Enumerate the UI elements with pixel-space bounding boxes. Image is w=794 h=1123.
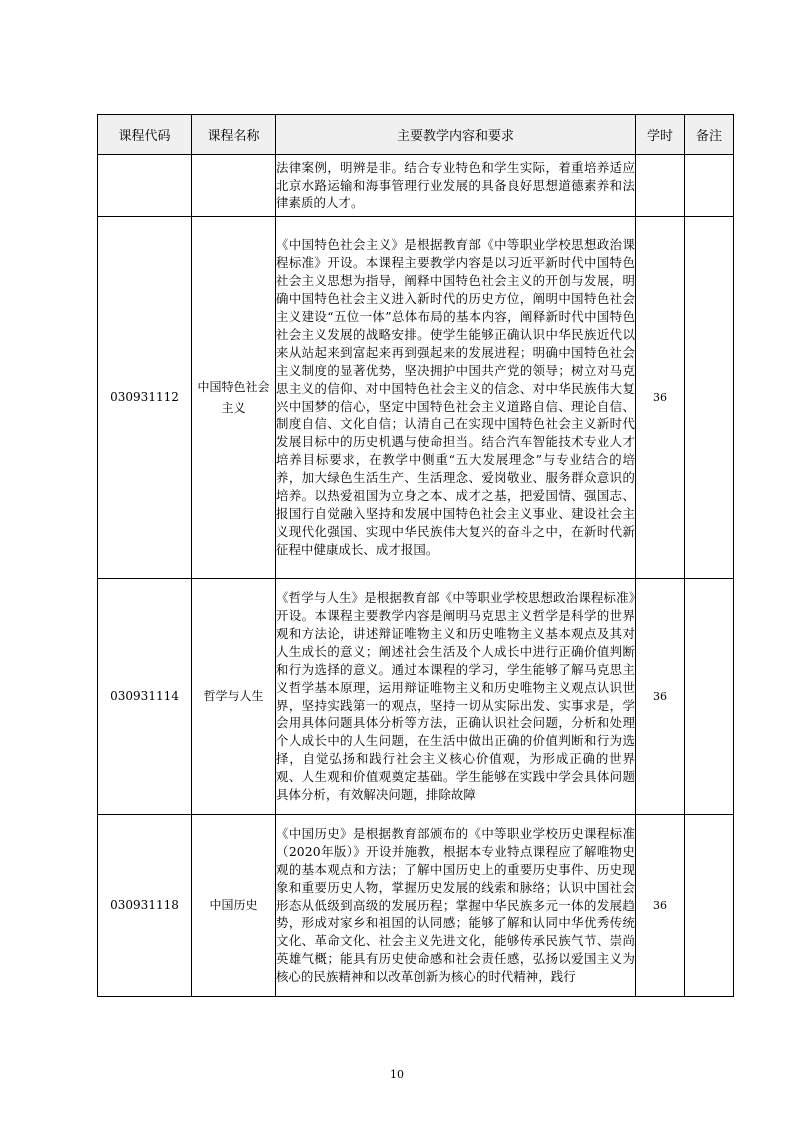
course-note <box>685 815 734 997</box>
course-name: 中国历史 <box>192 815 276 997</box>
course-code: 030931118 <box>98 815 192 997</box>
course-hours: 36 <box>636 815 685 997</box>
course-note <box>685 579 734 815</box>
header-note: 备注 <box>685 115 734 155</box>
course-code <box>98 155 192 217</box>
course-code: 030931114 <box>98 579 192 815</box>
header-row <box>98 115 734 155</box>
course-content: 《中国历史》是根据教育部颁布的《中等职业学校历史课程标准（2020年版）》开设并施教，根据本专业特点课程应了解唯物史观的基本观点和方法；了解中国历史上的重要历史事件、历史现象和重要历史人物，掌握历史发展的线索和脉络；认识中国社会形态从低级到高级的发展历程；掌握中华民族多元一体的发展趋势，形成对家乡和祖国的认同感；能够了解和认同中华优秀传统文化、革命文化、社会主义先进文化，能够传承民族气节、崇尚英雄气概；能具有历史使命感和社会责任感，弘扬以爱国主义为核心的民族精神和以改革创新为核心的时代精神，践行 <box>276 815 636 997</box>
course-note <box>685 155 734 217</box>
course-hours: 36 <box>636 217 685 579</box>
course-content: 法律案例，明辨是非。结合专业特色和学生实际，着重培养适应北京水路运输和海事管理行业发展的具备良好思想道德素养和法律素质的人才。 <box>276 155 636 217</box>
header-content: 主要教学内容和要求 <box>276 115 636 155</box>
table-row <box>98 815 734 997</box>
course-content: 《中国特色社会主义》是根据教育部《中等职业学校思想政治课程标准》开设。本课程主要教学内容是以习近平新时代中国特色社会主义思想为指导，阐释中国特色社会主义的开创与发展，明确中国特色社会主义进入新时代的历史方位，阐明中国特色社会主义建设“五位一体”总体布局的基本内容，阐释新时代中国特色社会主义发展的战略安排。使学生能够正确认识中华民族近代以来从站起来到富起来再到强起来的发展进程；明确中国特色社会主义制度的显著优势，坚决拥护中国共产党的领导；树立对马克思主义的信仰、对中国特色社会主义的信念、对中华民族伟大复兴中国梦的信心，坚定中国特色社会主义道路自信、理论自信、制度自信、文化自信；认清自己在实现中国特色社会主义新时代发展目标中的历史机遇与使命担当。结合汽车智能技术专业人才培养目标要求，在教学中侧重“五大发展理念”与专业结合的培养，加大绿色生活生产、生活理念、爱岗敬业、服务群众意识的培养。以热爱祖国为立身之本、成才之基，把爱国情、强国志、报国行自觉融入坚持和发展中国特色社会主义事业、建设社会主义现代化强国、实现中华民族伟大复兴的奋斗之中，在新时代新征程中健康成长、成才报国。 <box>276 217 636 579</box>
page-number: 10 <box>390 1068 404 1081</box>
course-note <box>685 217 734 579</box>
course-name: 哲学与人生 <box>192 579 276 815</box>
course-hours: 36 <box>636 579 685 815</box>
table-row <box>98 579 734 815</box>
table-row <box>98 217 734 579</box>
table-row <box>98 155 734 217</box>
header-course-name: 课程名称 <box>192 115 276 155</box>
course-content: 《哲学与人生》是根据教育部《中等职业学校思想政治课程标准》开设。本课程主要教学内容是阐明马克思主义哲学是科学的世界观和方法论，讲述辩证唯物主义和历史唯物主义基本观点及其对人生成长的意义；阐述社会生活及个人成长中进行正确价值判断和行为选择的意义。通过本课程的学习，学生能够了解马克思主义哲学基本原理，运用辩证唯物主义和历史唯物主义观点认识世界，坚持实践第一的观点，坚持一切从实际出发、实事求是，学会用具体问题具体分析等方法，正确认识社会问题，分析和处理个人成长中的人生问题，在生活中做出正确的价值判断和行为选择，自觉弘扬和践行社会主义核心价值观，为形成正确的世界观、人生观和价值观奠定基础。学生能够在实践中学会具体问题具体分析，有效解决问题，排除故障 <box>276 579 636 815</box>
course-hours <box>636 155 685 217</box>
course-name: 中国特色社会主义 <box>192 217 276 579</box>
header-hours: 学时 <box>636 115 685 155</box>
course-table <box>97 114 734 997</box>
course-code: 030931112 <box>98 217 192 579</box>
header-course-code: 课程代码 <box>98 115 192 155</box>
course-name <box>192 155 276 217</box>
